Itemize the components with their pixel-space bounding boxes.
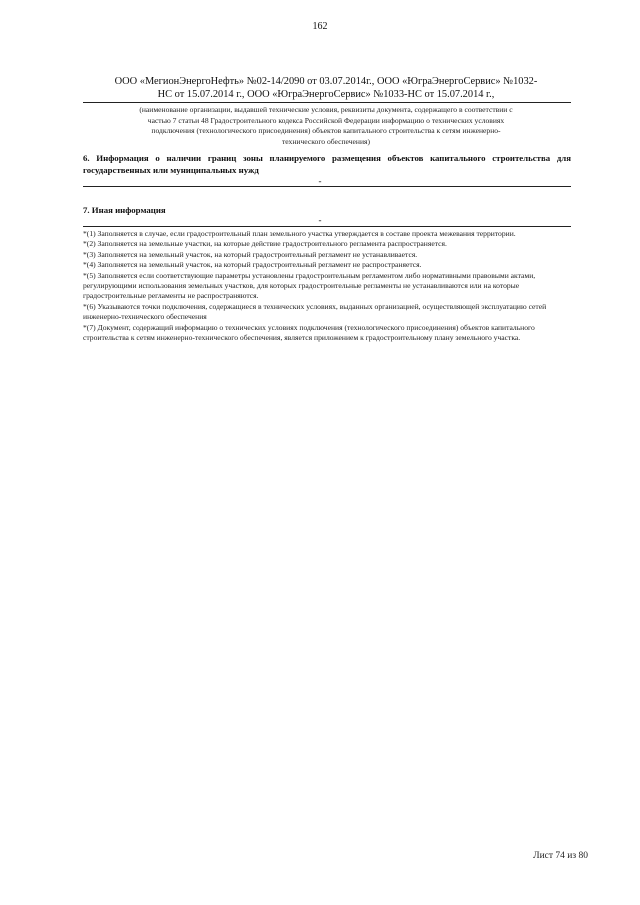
caption-line-1: (наименование организации, выдавшей технические условия, реквизиты документа, содержащего в соответствии с [139,105,513,114]
footnotes [83,229,573,343]
section-7-value: - [318,215,322,225]
org-underline [83,102,571,103]
section-6-value: - [318,176,322,186]
footnote: *(5) Заполняется если соответствующие параметры установлены градостроительным регламентом либо нормативными правовыми актами, регулирующими использования земельных участков, для которых градостроительные регламенты не устанавливаются или на которые градостроительные регламенты не распространяются. [83,270,536,301]
caption-line-2: частью 7 статьи 48 Градостроительного кодекса Российской Федерации информацию о технических условиях [147,115,505,125]
footnote: *(3) Заполняется на земельный участок, на который градостроительный регламент не устанавливается. [83,249,418,259]
caption-line-3: подключения (технологического присоединения) объектов капитального строительства к сетям инженерно- [151,126,501,135]
footnote: *(6) Указываются точки подключения, содержащиеся в технических условиях, выданных организацией, осуществляющей эксплуатацию сетей инженерно-технического обеспечения [83,301,547,322]
sheet-counter: Лист 74 из 80 [533,851,588,861]
footnote: *(4) Заполняется на земельный участок, на который градостроительный регламент не распространяется. [83,260,422,270]
section-6-title: 6. Информация о наличии границ зоны планируемого размещения объектов капитального строительства для государственных или муниципальных нужд [83,153,571,175]
caption-line-4: технического обеспечения) [281,136,371,146]
page-number: 162 [312,21,328,32]
section-6-underline [83,186,571,187]
footnote: *(1) Заполняется в случае, если градостроительный план земельного участка утверждается в составе проекта межевания территории. [83,229,516,238]
org-line-1: ООО «МегионЭнергоНефть» №02-14/2090 от 03.07.2014г., ООО «ЮграЭнергоСервис» №1032- [114,76,538,87]
organization-requisites [81,75,571,101]
org-line-2: НС от 15.07.2014 г., ООО «ЮграЭнергоСервис» №1033-НС от 15.07.2014 г., [157,89,495,100]
footnote: *(2) Заполняется на земельные участки, на которые действие градостроительного регламента распространяется. [83,239,447,249]
section-7-title: 7. Иная информация [83,205,166,215]
section-7-underline [83,226,571,227]
organization-caption [81,105,571,147]
footnote: *(7) Документ, содержащий информацию о технических условиях подключения (технологического присоединения) объектов капитального строительства к сетям инженерно-технического обеспечения, является приложением к градостроительному плану земельного участка. [83,322,535,343]
